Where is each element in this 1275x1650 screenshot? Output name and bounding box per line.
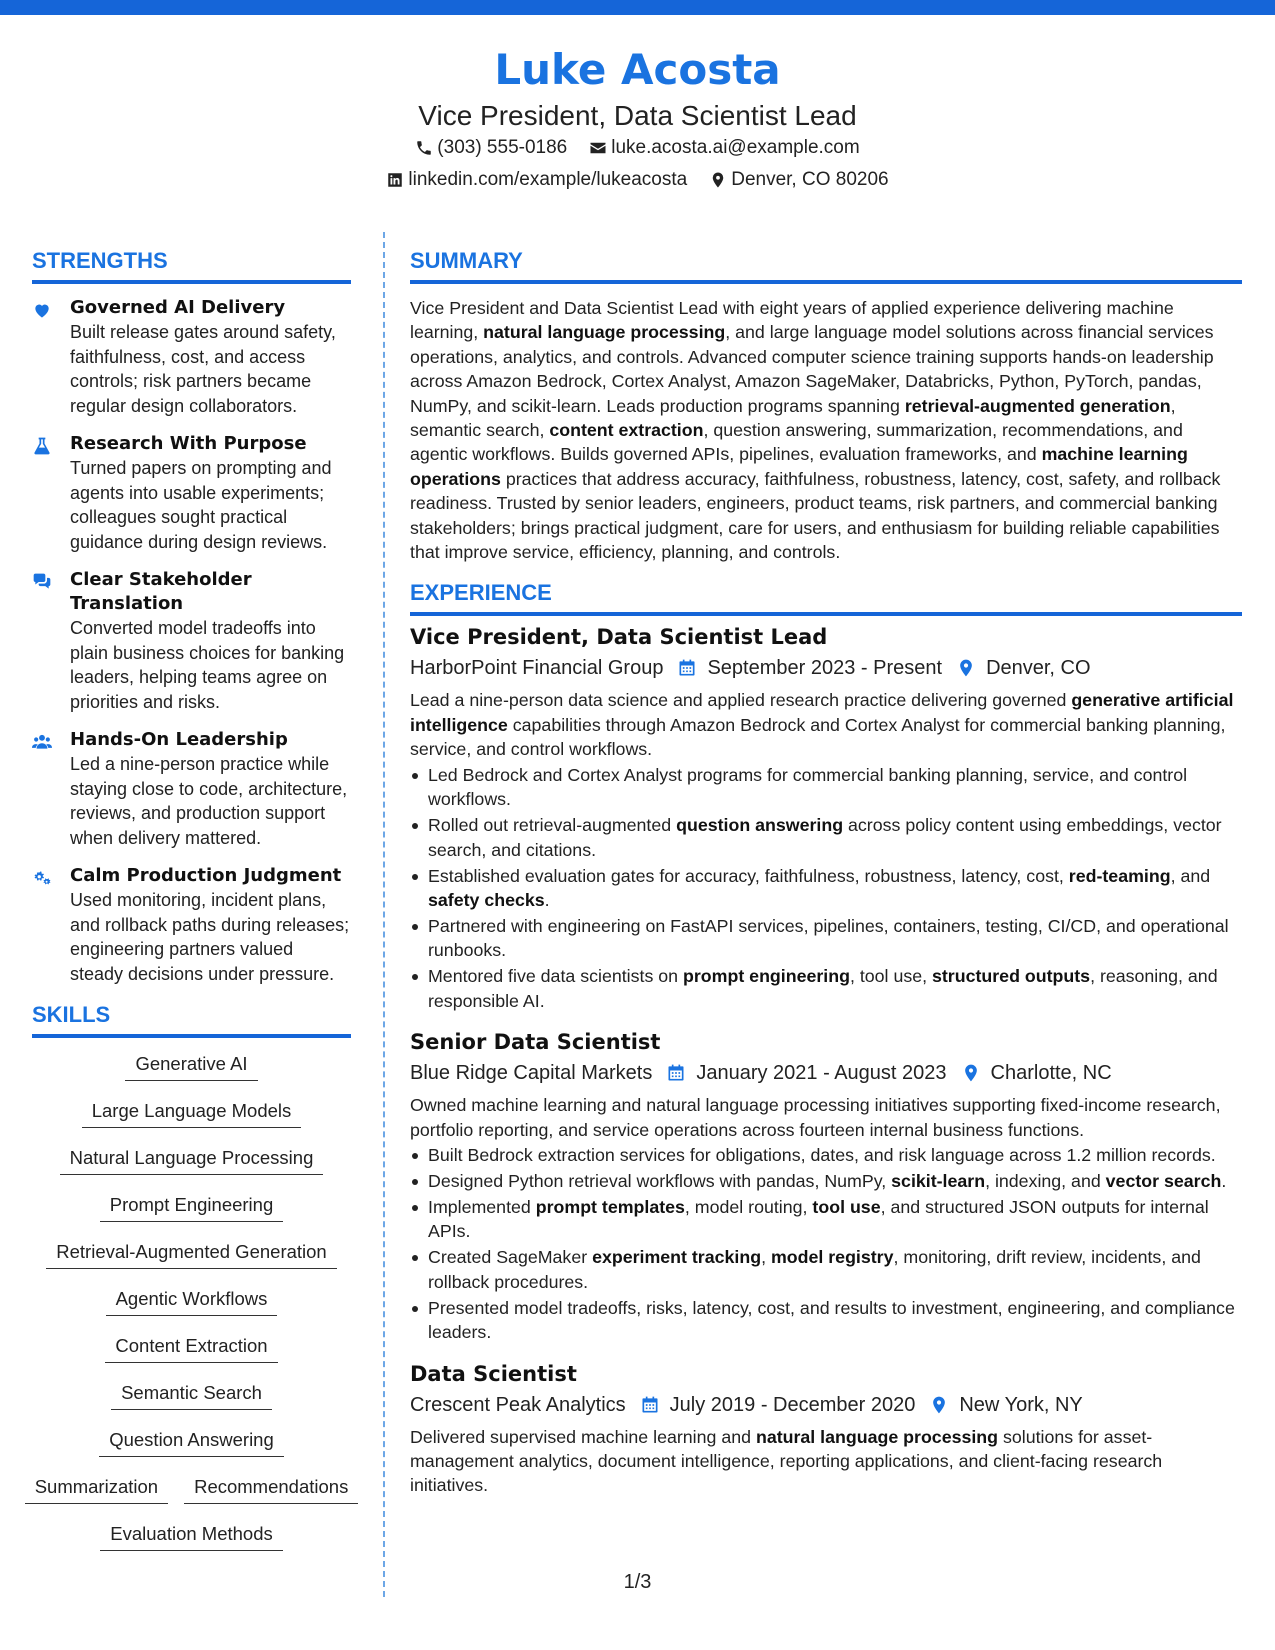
skill-tag: Semantic Search (111, 1379, 272, 1410)
skills-row (32, 1238, 351, 1285)
company-name: Blue Ridge Capital Markets (410, 1062, 653, 1085)
job-location: Charlotte, NC (990, 1062, 1112, 1085)
strength-desc: Led a nine-person practice while staying close to code, architecture, reviews, and production support when delivery mattered. (70, 754, 348, 848)
summary-heading: SUMMARY (410, 246, 1242, 284)
location-contact (709, 164, 888, 196)
bold-keyword: model registry (770, 1247, 894, 1268)
skills-row (32, 1379, 351, 1426)
job-entry (410, 1359, 1242, 1498)
strengths-list (32, 296, 351, 986)
location-text: Denver, CO 80206 (731, 169, 889, 190)
chat-icon (32, 572, 52, 592)
calendar-icon (677, 658, 697, 678)
bold-keyword: experiment tracking (592, 1247, 762, 1268)
strength-body (70, 728, 351, 850)
job-bullet: Created SageMaker experiment tracking, model registry, monitoring, drift review, incidents, and rollback procedures. (410, 1245, 1242, 1294)
job-bullet: Presented model tradeoffs, risks, latency, cost, and results to investment, engineering, and compliance leaders. (410, 1296, 1242, 1345)
strength-title: Clear Stakeholder Translation (70, 569, 252, 614)
bold-keyword: content extraction (549, 420, 704, 441)
map-pin-icon (929, 1395, 949, 1415)
strengths-heading: STRENGTHS (32, 246, 351, 284)
job-intro: Owned machine learning and natural language processing initiatives supporting fixed-income research, portfolio reporting, and service operations across fourteen internal business functions. (410, 1095, 1221, 1140)
bold-keyword: natural language processing (483, 322, 726, 343)
job-dates: July 2019 - December 2020 (669, 1393, 916, 1416)
envelope-icon (589, 139, 607, 157)
left-column (32, 246, 351, 1567)
flask-icon (32, 436, 52, 456)
email-text: luke.acosta.ai@example.com (611, 137, 860, 158)
skill-tag: Content Extraction (105, 1332, 277, 1363)
strength-item (32, 864, 351, 986)
candidate-name: Luke Acosta (494, 45, 781, 94)
skill-tag: Recommendations (184, 1473, 358, 1504)
skills-row (32, 1332, 351, 1379)
skills-heading: SKILLS (32, 1000, 351, 1038)
page-number: 1/3 (623, 1571, 652, 1593)
job-entry (410, 622, 1242, 1013)
job-bullet: Rolled out retrieval-augmented question answering across policy content using embeddings, vector search, and citations. (410, 813, 1242, 862)
strength-item (32, 432, 351, 554)
job-bullet: Designed Python retrieval workflows with pandas, NumPy, scikit-learn, indexing, and vector search. (410, 1169, 1242, 1193)
strength-desc: Turned papers on prompting and agents into usable experiments; colleagues sought practical guidance during design reviews. (70, 458, 332, 552)
phone-contact[interactable] (415, 132, 567, 164)
job-bullet: Implemented prompt templates, model routing, tool use, and structured JSON outputs for internal APIs. (410, 1195, 1242, 1244)
skills-row (32, 1144, 351, 1191)
job-entry (410, 1027, 1242, 1344)
bold-keyword: machine learning operations (410, 444, 1188, 489)
job-bullets (410, 1143, 1242, 1345)
skills-row (32, 1285, 351, 1332)
skills-list (32, 1050, 351, 1567)
gears-icon (32, 868, 52, 888)
bold-keyword: retrieval-augmented generation (904, 395, 1171, 416)
calendar-icon-wrap (677, 658, 697, 678)
skill-tag: Agentic Workflows (106, 1285, 278, 1316)
bold-keyword: red-teaming (1068, 865, 1171, 886)
users-icon (32, 732, 52, 752)
linkedin-icon (386, 171, 404, 189)
phone-icon (415, 139, 433, 157)
bold-keyword: tool use (812, 1196, 881, 1217)
bold-keyword: prompt templates (535, 1196, 685, 1217)
skill-tag: Generative AI (125, 1050, 257, 1081)
strength-desc: Built release gates around safety, faithfulness, cost, and access controls; risk partners became regular design collaborators. (70, 322, 336, 416)
skills-row (32, 1097, 351, 1144)
skill-tag: Prompt Engineering (100, 1191, 284, 1222)
strength-desc: Converted model tradeoffs into plain business choices for banking leaders, helping teams agree on priorities and risks. (70, 618, 345, 712)
contact-row-1 (0, 132, 1275, 164)
skill-tag: Retrieval-Augmented Generation (46, 1238, 336, 1269)
job-bullet: Established evaluation gates for accuracy, faithfulness, robustness, latency, cost, red-teaming, and safety checks. (410, 864, 1242, 913)
strength-title: Research With Purpose (70, 433, 307, 454)
location-icon-wrap (961, 1063, 981, 1083)
strength-desc: Used monitoring, incident plans, and rollback paths during releases; engineering partners valued steady decisions under pressure. (70, 890, 350, 984)
strength-icon-wrap (32, 728, 58, 850)
heart-icon (32, 300, 52, 320)
skills-row (32, 1050, 351, 1097)
strength-icon-wrap (32, 864, 58, 986)
job-location: Denver, CO (986, 657, 1091, 680)
calendar-icon (640, 1395, 660, 1415)
company-name: HarborPoint Financial Group (410, 657, 664, 680)
location-icon-wrap (956, 658, 976, 678)
job-location: New York, NY (959, 1393, 1083, 1416)
job-bullets (410, 763, 1242, 1013)
map-pin-icon (709, 171, 727, 189)
experience-heading: EXPERIENCE (410, 578, 1242, 616)
phone-text: (303) 555-0186 (437, 137, 568, 158)
strength-icon-wrap (32, 568, 58, 714)
job-bullet: Led Bedrock and Cortex Analyst programs for commercial banking planning, service, and control workflows. (410, 763, 1242, 812)
job-title: Vice President, Data Scientist Lead (410, 625, 828, 650)
strength-item (32, 568, 351, 714)
job-dates: September 2023 - Present (707, 657, 943, 680)
map-pin-icon (956, 658, 976, 678)
strength-body (70, 296, 351, 418)
resume-header (0, 40, 1275, 196)
strength-title: Hands-On Leadership (70, 729, 288, 750)
bold-keyword: vector search (1105, 1170, 1222, 1191)
job-bullet: Built Bedrock extraction services for obligations, dates, and risk language across 1.2 million records. (410, 1143, 1242, 1167)
skills-row (32, 1520, 351, 1567)
bold-keyword: natural language processing (755, 1426, 999, 1447)
bold-keyword: scikit-learn (891, 1170, 986, 1191)
strength-item (32, 728, 351, 850)
skills-row (32, 1426, 351, 1473)
strength-icon-wrap (32, 432, 58, 554)
skills-row (32, 1191, 351, 1238)
strength-title: Governed AI Delivery (70, 297, 286, 318)
job-meta (410, 652, 1242, 684)
candidate-title: Vice President, Data Scientist Lead (418, 100, 857, 131)
job-intro: Lead a nine-person data science and applied research practice delivering governed generative artificial intelligence capabilities through Amazon Bedrock and Cortex Analyst for commercial banking planning, service, and control workflows. (410, 690, 1234, 760)
linkedin-text: linkedin.com/example/lukeacosta (408, 169, 688, 190)
strength-item (32, 296, 351, 418)
summary-text: Vice President and Data Scientist Lead with eight years of applied experience delivering machine learning, natural language processing, and large language model solutions across financial services operations, analytics, and controls. Advanced computer science training supports hands-on leadership across Amazon Bedrock, Cortex Analyst, Amazon SageMaker, Databricks, Python, PyTorch, pandas, NumPy, and scikit-learn. Leads production programs spanning retrieval-augmented generation, semantic search, content extraction, question answering, summarization, recommendations, and agentic workflows. Builds governed APIs, pipelines, evaluation frameworks, and machine learning operations practices that address accuracy, faithfulness, robustness, latency, cost, safety, and rollback readiness. Trusted by senior leaders, engineers, product teams, risk partners, and commercial banking stakeholders; brings practical judgment, care for users, and enthusiasm for building reliable capabilities that improve service, efficiency, planning, and controls. (410, 298, 1221, 563)
location-icon-wrap (929, 1395, 949, 1415)
bold-keyword: question answering (676, 815, 844, 836)
strength-icon-wrap (32, 296, 58, 418)
job-dates: January 2021 - August 2023 (696, 1062, 947, 1085)
skill-tag: Question Answering (99, 1426, 284, 1457)
strength-body (70, 568, 351, 714)
job-bullet: Partnered with engineering on FastAPI services, pipelines, containers, testing, CI/CD, and operational runbooks. (410, 914, 1242, 963)
strength-title: Calm Production Judgment (70, 865, 342, 886)
top-accent-bar (0, 0, 1275, 15)
skill-tag: Summarization (25, 1473, 168, 1504)
calendar-icon (666, 1063, 686, 1083)
column-divider (383, 232, 385, 1597)
skill-tag: Large Language Models (82, 1097, 302, 1128)
job-meta (410, 1057, 1242, 1089)
map-pin-icon (961, 1063, 981, 1083)
job-title: Senior Data Scientist (410, 1030, 661, 1055)
linkedin-contact[interactable] (386, 164, 687, 196)
strength-body (70, 864, 351, 986)
skill-tag: Natural Language Processing (60, 1144, 324, 1175)
job-title: Data Scientist (410, 1361, 577, 1386)
job-intro: Delivered supervised machine learning and natural language processing solutions for asset-management analytics, document intelligence, reporting applications, and client-facing research initiatives. (410, 1426, 1163, 1496)
calendar-icon-wrap (666, 1063, 686, 1083)
skill-tag: Evaluation Methods (100, 1520, 283, 1551)
calendar-icon-wrap (640, 1395, 660, 1415)
experience-list (410, 622, 1242, 1497)
email-contact[interactable] (589, 132, 859, 164)
contact-row-2 (0, 164, 1275, 196)
company-name: Crescent Peak Analytics (410, 1393, 626, 1416)
right-column (410, 246, 1242, 1499)
bold-keyword: generative artificial intelligence (410, 690, 1234, 735)
job-meta (410, 1389, 1242, 1421)
strength-body (70, 432, 351, 554)
bold-keyword: safety checks (428, 889, 545, 910)
bold-keyword: prompt engineering (683, 966, 850, 987)
job-bullet: Mentored five data scientists on prompt engineering, tool use, structured outputs, reasoning, and responsible AI. (410, 964, 1242, 1013)
bold-keyword: structured outputs (932, 966, 1091, 987)
skills-row (32, 1473, 351, 1520)
